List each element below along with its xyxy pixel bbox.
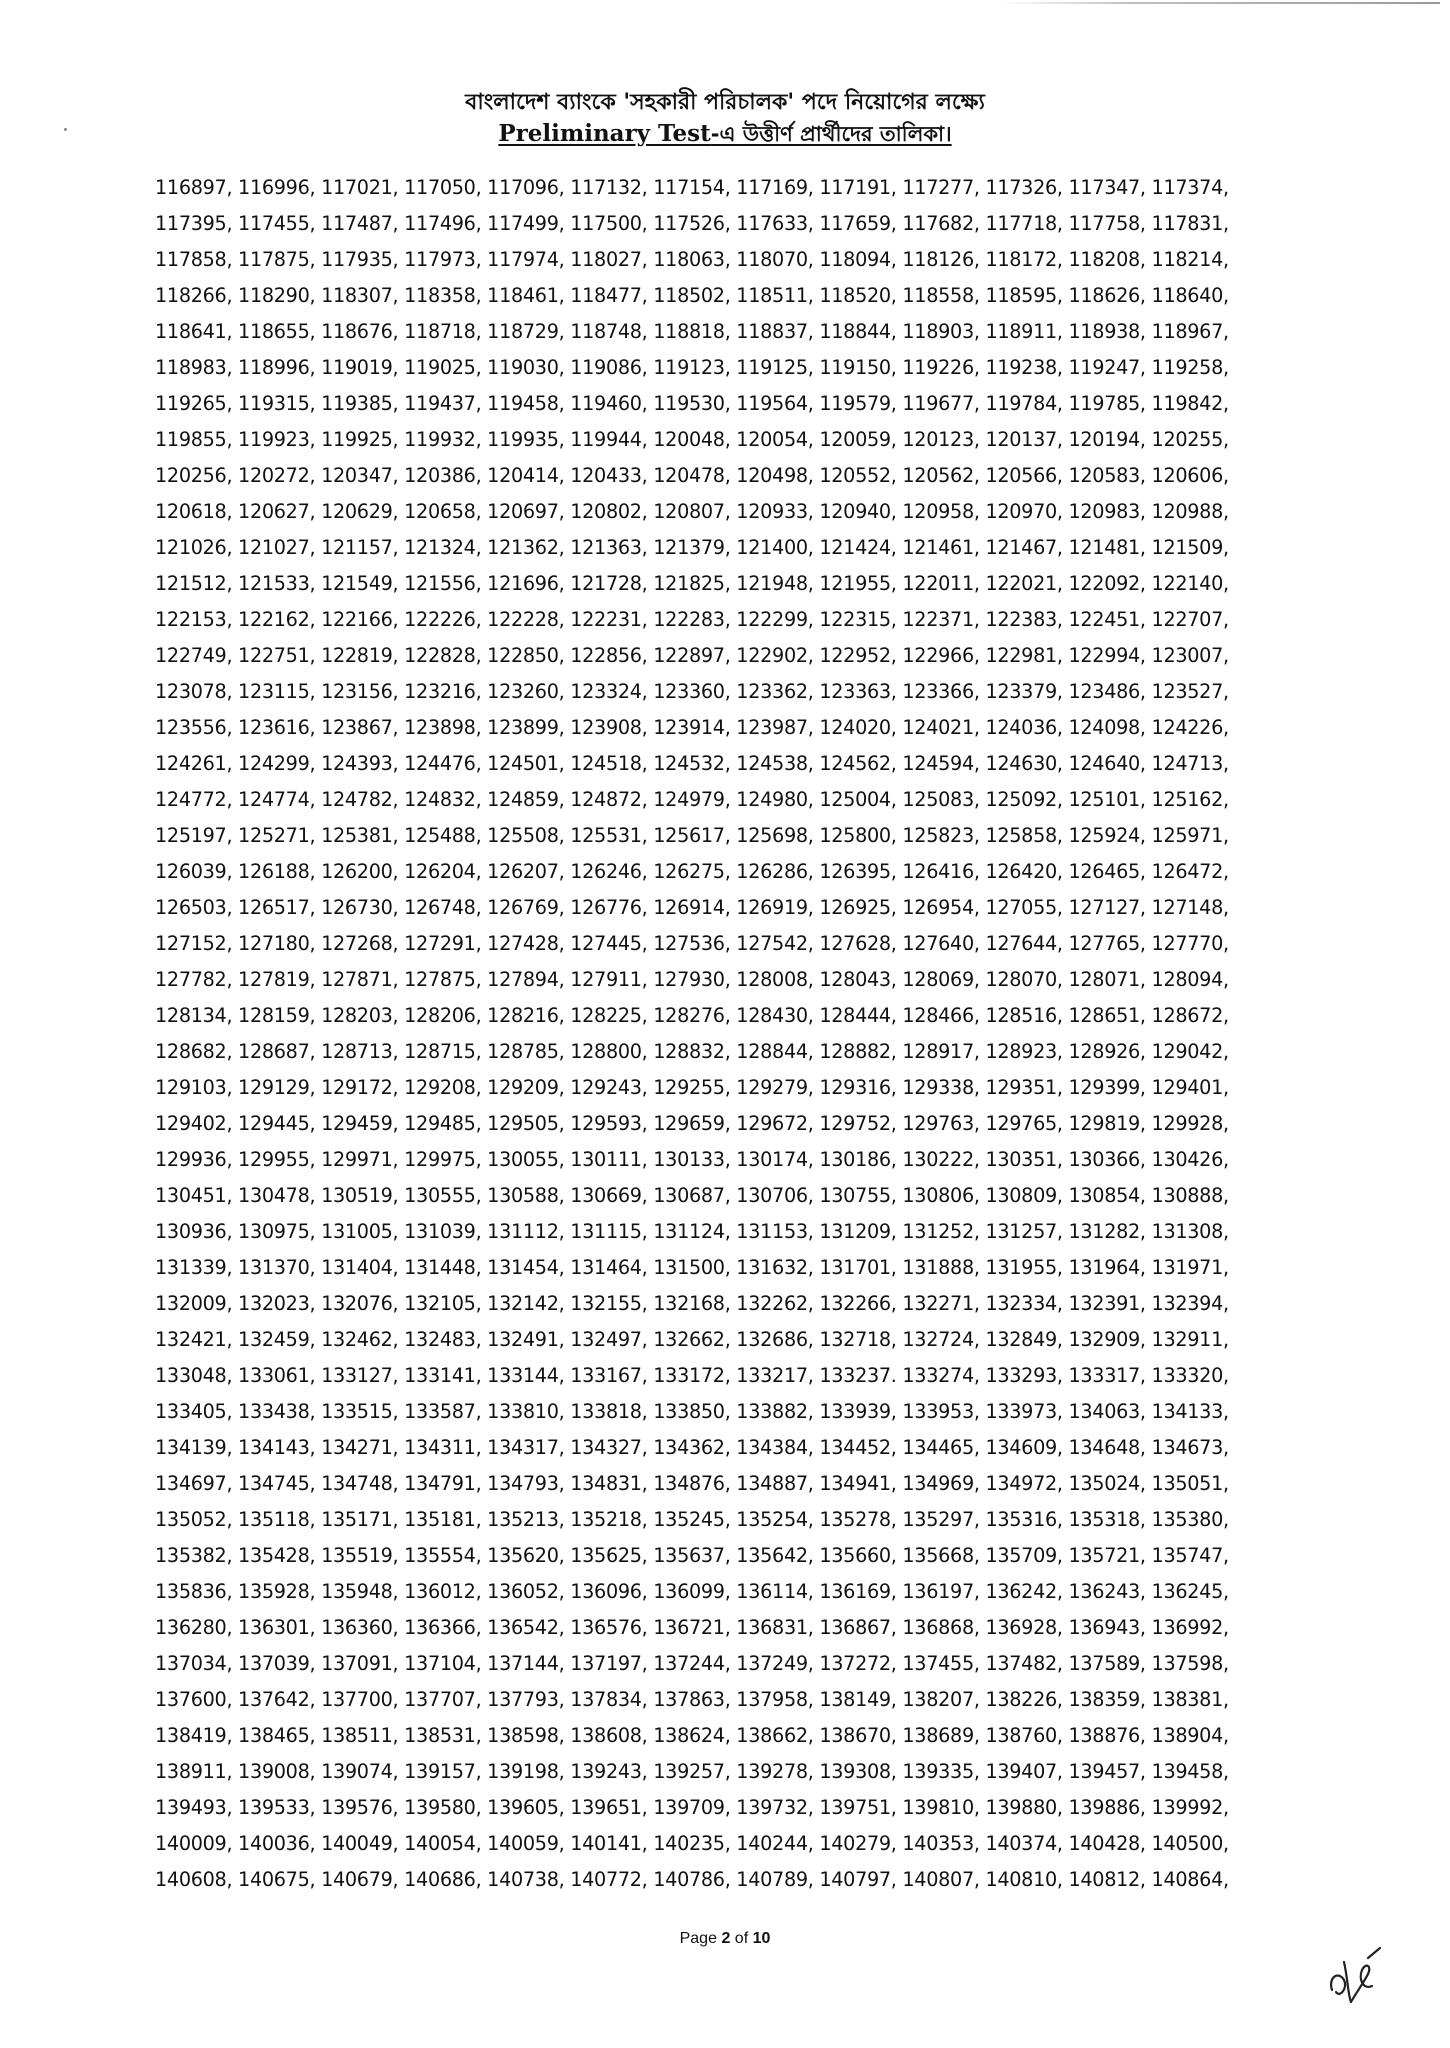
roll-number-row: 140009, 140036, 140049, 140054, 140059, 140141, 140235, 140244, 140279, 140353, 140374, 140428, 140500, [155,1832,1229,1855]
roll-number-list [155,170,1380,1898]
roll-number-row: 121512, 121533, 121549, 121556, 121696, 121728, 121825, 121948, 121955, 122011, 122021, 122092, 122140, [155,572,1229,595]
roll-number-row: 135382, 135428, 135519, 135554, 135620, 135625, 135637, 135642, 135660, 135668, 135709, 135721, 135747, [155,1544,1229,1567]
roll-number-row: 120256, 120272, 120347, 120386, 120414, 120433, 120478, 120498, 120552, 120562, 120566, 120583, 120606, [155,464,1229,487]
roll-number-row: 119265, 119315, 119385, 119437, 119458, 119460, 119530, 119564, 119579, 119677, 119784, 119785, 119842, [155,392,1229,415]
roll-number-row: 130451, 130478, 130519, 130555, 130588, 130669, 130687, 130706, 130755, 130806, 130809, 130854, 130888, [155,1184,1229,1207]
roll-number-row: 129402, 129445, 129459, 129485, 129505, 129593, 129659, 129672, 129752, 129763, 129765, 129819, 129928, [155,1112,1229,1135]
roll-number-row: 129936, 129955, 129971, 129975, 130055, 130111, 130133, 130174, 130186, 130222, 130351, 130366, 130426, [155,1148,1229,1171]
footer-current-page: 2 [721,1930,731,1947]
footer-page-label: Page [679,1930,717,1947]
roll-number-row: 123556, 123616, 123867, 123898, 123899, 123908, 123914, 123987, 124020, 124021, 124036, 124098, 124226, [155,716,1229,739]
roll-number-row: 116897, 116996, 117021, 117050, 117096, 117132, 117154, 117169, 117191, 117277, 117326, 117347, 117374, [155,176,1229,199]
roll-number-row: 133048, 133061, 133127, 133141, 133144, 133167, 133172, 133217, 133237. 133274, 133293, 133317, 133320, [155,1364,1229,1387]
footer-of-label: of [734,1930,749,1947]
roll-number-row: 124772, 124774, 124782, 124832, 124859, 124872, 124979, 124980, 125004, 125083, 125092, 125101, 125162, [155,788,1229,811]
roll-number-row: 137600, 137642, 137700, 137707, 137793, 137834, 137863, 137958, 138149, 138207, 138226, 138359, 138381, [155,1688,1229,1711]
roll-number-row: 124261, 124299, 124393, 124476, 124501, 124518, 124532, 124538, 124562, 124594, 124630, 124640, 124713, [155,752,1229,775]
roll-number-row: 129103, 129129, 129172, 129208, 129209, 129243, 129255, 129279, 129316, 129338, 129351, 129399, 129401, [155,1076,1229,1099]
roll-number-row: 139493, 139533, 139576, 139580, 139605, 139651, 139709, 139732, 139751, 139810, 139880, 139886, 139992, [155,1796,1229,1819]
roll-number-row: 131339, 131370, 131404, 131448, 131454, 131464, 131500, 131632, 131701, 131888, 131955, 131964, 131971, [155,1256,1229,1279]
roll-number-row: 122153, 122162, 122166, 122226, 122228, 122231, 122283, 122299, 122315, 122371, 122383, 122451, 122707, [155,608,1229,631]
title-latin-part: Preliminary Test [498,120,711,147]
roll-number-row: 120618, 120627, 120629, 120658, 120697, 120802, 120807, 120933, 120940, 120958, 120970, 120983, 120988, [155,500,1229,523]
roll-number-row: 118641, 118655, 118676, 118718, 118729, 118748, 118818, 118837, 118844, 118903, 118911, 118938, 118967, [155,320,1229,343]
roll-number-row: 132009, 132023, 132076, 132105, 132142, 132155, 132168, 132262, 132266, 132271, 132334, 132391, 132394, [155,1292,1229,1315]
roll-number-row: 138911, 139008, 139074, 139157, 139198, 139243, 139257, 139278, 139308, 139335, 139407, 139457, 139458, [155,1760,1229,1783]
roll-number-row: 127152, 127180, 127268, 127291, 127428, 127445, 127536, 127542, 127628, 127640, 127644, 127765, 127770, [155,932,1229,955]
title-bengali-part: -এ উত্তীর্ণ প্রার্থীদের তালিকা। [710,122,952,146]
roll-number-row: 137034, 137039, 137091, 137104, 137144, 137197, 137244, 137249, 137272, 137455, 137482, 137589, 137598, [155,1652,1229,1675]
roll-number-row: 117395, 117455, 117487, 117496, 117499, 117500, 117526, 117633, 117659, 117682, 117718, 117758, 117831, [155,212,1229,235]
roll-number-row: 136280, 136301, 136360, 136366, 136542, 136576, 136721, 136831, 136867, 136868, 136928, 136943, 136992, [155,1616,1229,1639]
roll-number-row: 123078, 123115, 123156, 123216, 123260, 123324, 123360, 123362, 123363, 123366, 123379, 123486, 123527, [155,680,1229,703]
document-title-underline [498,121,951,147]
roll-number-row: 132421, 132459, 132462, 132483, 132491, 132497, 132662, 132686, 132718, 132724, 132849, 132909, 132911, [155,1328,1229,1351]
roll-number-row: 138419, 138465, 138511, 138531, 138598, 138608, 138624, 138662, 138670, 138689, 138760, 138876, 138904, [155,1724,1229,1747]
roll-number-row: 134697, 134745, 134748, 134791, 134793, 134831, 134876, 134887, 134941, 134969, 134972, 135024, 135051, [155,1472,1229,1495]
roll-number-row: 134139, 134143, 134271, 134311, 134317, 134327, 134362, 134384, 134452, 134465, 134609, 134648, 134673, [155,1436,1229,1459]
roll-number-row: 128682, 128687, 128713, 128715, 128785, 128800, 128832, 128844, 128882, 128917, 128923, 128926, 129042, [155,1040,1229,1063]
roll-number-row: 118266, 118290, 118307, 118358, 118461, 118477, 118502, 118511, 118520, 118558, 118595, 118626, 118640, [155,284,1229,307]
roll-number-row: 130936, 130975, 131005, 131039, 131112, 131115, 131124, 131153, 131209, 131252, 131257, 131282, 131308, [155,1220,1229,1243]
roll-number-row: 117858, 117875, 117935, 117973, 117974, 118027, 118063, 118070, 118094, 118126, 118172, 118208, 118214, [155,248,1229,271]
roll-number-row: 135052, 135118, 135171, 135181, 135213, 135218, 135245, 135254, 135278, 135297, 135316, 135318, 135380, [155,1508,1229,1531]
roll-number-row: 133405, 133438, 133515, 133587, 133810, 133818, 133850, 133882, 133939, 133953, 133973, 134063, 134133, [155,1400,1229,1423]
roll-number-row: 126039, 126188, 126200, 126204, 126207, 126246, 126275, 126286, 126395, 126416, 126420, 126465, 126472, [155,860,1229,883]
roll-number-row: 126503, 126517, 126730, 126748, 126769, 126776, 126914, 126919, 126925, 126954, 127055, 127127, 127148, [155,896,1229,919]
document-title-line1: বাংলাদেশ ব্যাংকে 'সহকারী পরিচালক' পদে নিয়োগের লক্ষ্যে [465,90,985,115]
roll-number-row: 118983, 118996, 119019, 119025, 119030, 119086, 119123, 119125, 119150, 119226, 119238, 119247, 119258, [155,356,1229,379]
footer-total-pages: 10 [752,1930,771,1947]
roll-number-row: 127782, 127819, 127871, 127875, 127894, 127911, 127930, 128008, 128043, 128069, 128070, 128071, 128094, [155,968,1229,991]
page-footer [0,1930,1450,1948]
document-title-line2 [0,118,1450,153]
scan-top-rule [1000,2,1440,4]
roll-number-row: 135836, 135928, 135948, 136012, 136052, 136096, 136099, 136114, 136169, 136197, 136242, 136243, 136245, [155,1580,1229,1603]
roll-number-row: 128134, 128159, 128203, 128206, 128216, 128225, 128276, 128430, 128444, 128466, 128516, 128651, 128672, [155,1004,1229,1027]
handwritten-initials-icon [1318,1940,1388,2010]
roll-number-row: 122749, 122751, 122819, 122828, 122850, 122856, 122897, 122902, 122952, 122966, 122981, 122994, 123007, [155,644,1229,667]
roll-number-row: 125197, 125271, 125381, 125488, 125508, 125531, 125617, 125698, 125800, 125823, 125858, 125924, 125971, [155,824,1229,847]
roll-number-row: 119855, 119923, 119925, 119932, 119935, 119944, 120048, 120054, 120059, 120123, 120137, 120194, 120255, [155,428,1229,451]
roll-number-row: 140608, 140675, 140679, 140686, 140738, 140772, 140786, 140789, 140797, 140807, 140810, 140812, 140864, [155,1868,1229,1891]
roll-number-row: 121026, 121027, 121157, 121324, 121362, 121363, 121379, 121400, 121424, 121461, 121467, 121481, 121509, [155,536,1229,559]
